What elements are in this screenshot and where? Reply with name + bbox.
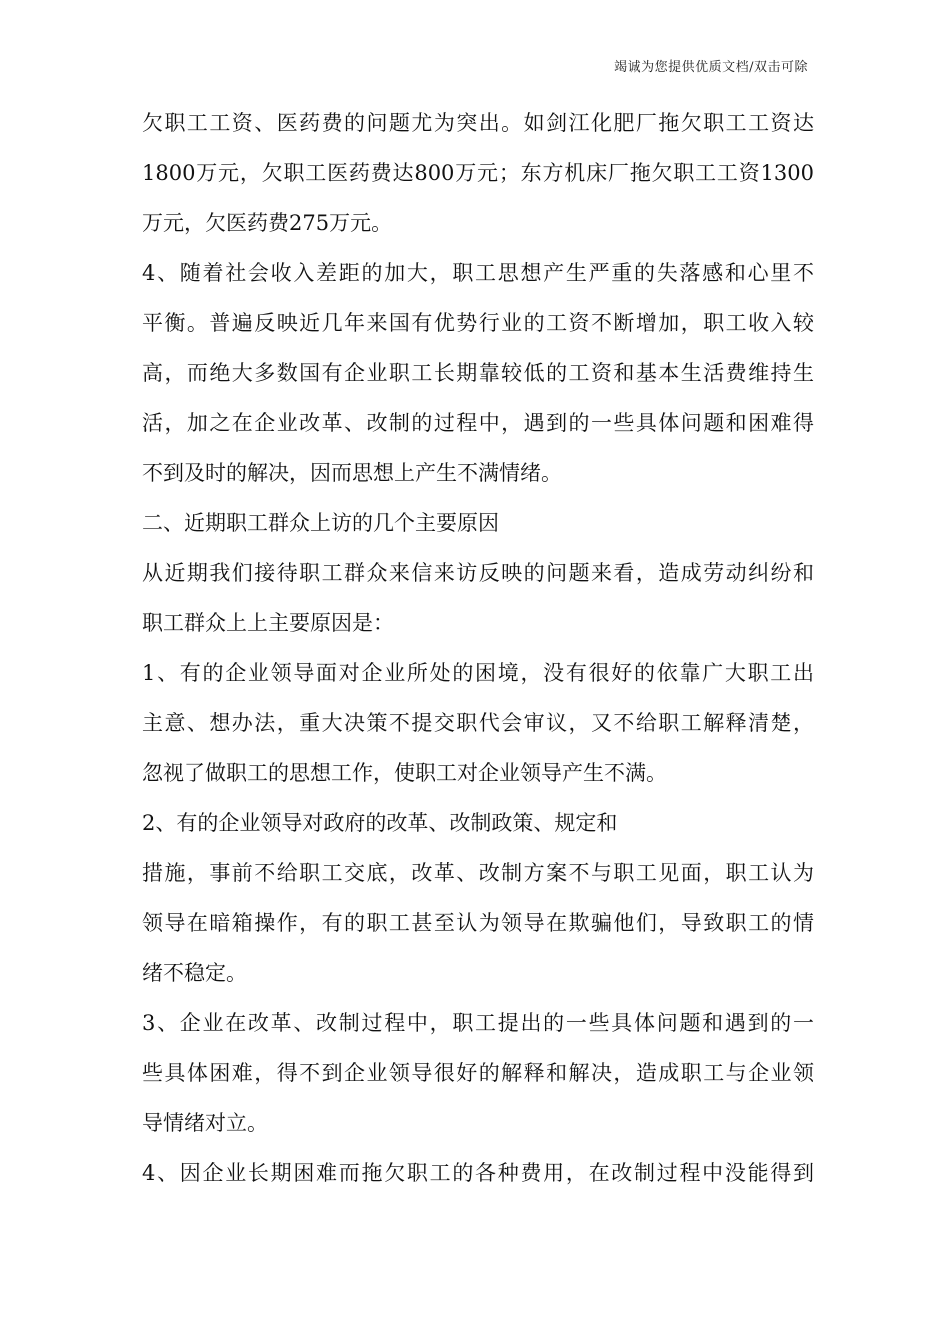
- section-heading: 二、近期职工群众上访的几个主要原因: [142, 511, 499, 535]
- header-note: 竭诚为您提供优质文档/双击可除: [614, 60, 808, 75]
- text-line: 些具体困难，得不到企业领导很好的解释和解决，造成职工与企业领: [142, 1061, 814, 1085]
- text-line: 不到及时的解决，因而思想上产生不满情绪。: [142, 461, 562, 485]
- document-body: [142, 98, 814, 1198]
- text-line: 4、随着社会收入差距的加大，职工思想产生严重的失落感和心里不: [142, 261, 814, 285]
- text-line: 从近期我们接待职工群众来信来访反映的问题来看，造成劳动纠纷和: [142, 561, 814, 585]
- text-line: 欠职工工资、医药费的问题尤为突出。如剑江化肥厂拖欠职工工资达: [142, 111, 814, 135]
- text-line: 领导在暗箱操作，有的职工甚至认为领导在欺骗他们，导致职工的情: [142, 911, 814, 935]
- text-line: 忽视了做职工的思想工作，使职工对企业领导产生不满。: [142, 761, 667, 785]
- text-line: 万元，欠医药费275万元。: [142, 211, 393, 235]
- text-line: 1、有的企业领导面对企业所处的困境，没有很好的依靠广大职工出: [142, 661, 814, 685]
- text-line: 活，加之在企业改革、改制的过程中，遇到的一些具体问题和困难得: [142, 411, 814, 435]
- text-line: 绪不稳定。: [142, 961, 247, 985]
- text-line: 高，而绝大多数国有企业职工长期靠较低的工资和基本生活费维持生: [142, 361, 814, 385]
- text-line: 1800万元，欠职工医药费达800万元；东方机床厂拖欠职工工资1300: [142, 161, 814, 185]
- text-line: 导情绪对立。: [142, 1111, 268, 1135]
- text-line: 职工群众上上主要原因是：: [142, 611, 394, 635]
- text-line: 4、因企业长期困难而拖欠职工的各种费用，在改制过程中没能得到: [142, 1161, 814, 1185]
- text-line: 主意、想办法，重大决策不提交职代会审议，又不给职工解释清楚，: [142, 711, 814, 735]
- text-line: 3、企业在改革、改制过程中，职工提出的一些具体问题和遇到的一: [142, 1011, 814, 1035]
- text-line: 2、有的企业领导对政府的改革、改制政策、规定和: [142, 811, 618, 835]
- text-line: 措施，事前不给职工交底，改革、改制方案不与职工见面，职工认为: [142, 861, 814, 885]
- text-line: 平衡。普遍反映近几年来国有优势行业的工资不断增加，职工收入较: [142, 311, 814, 335]
